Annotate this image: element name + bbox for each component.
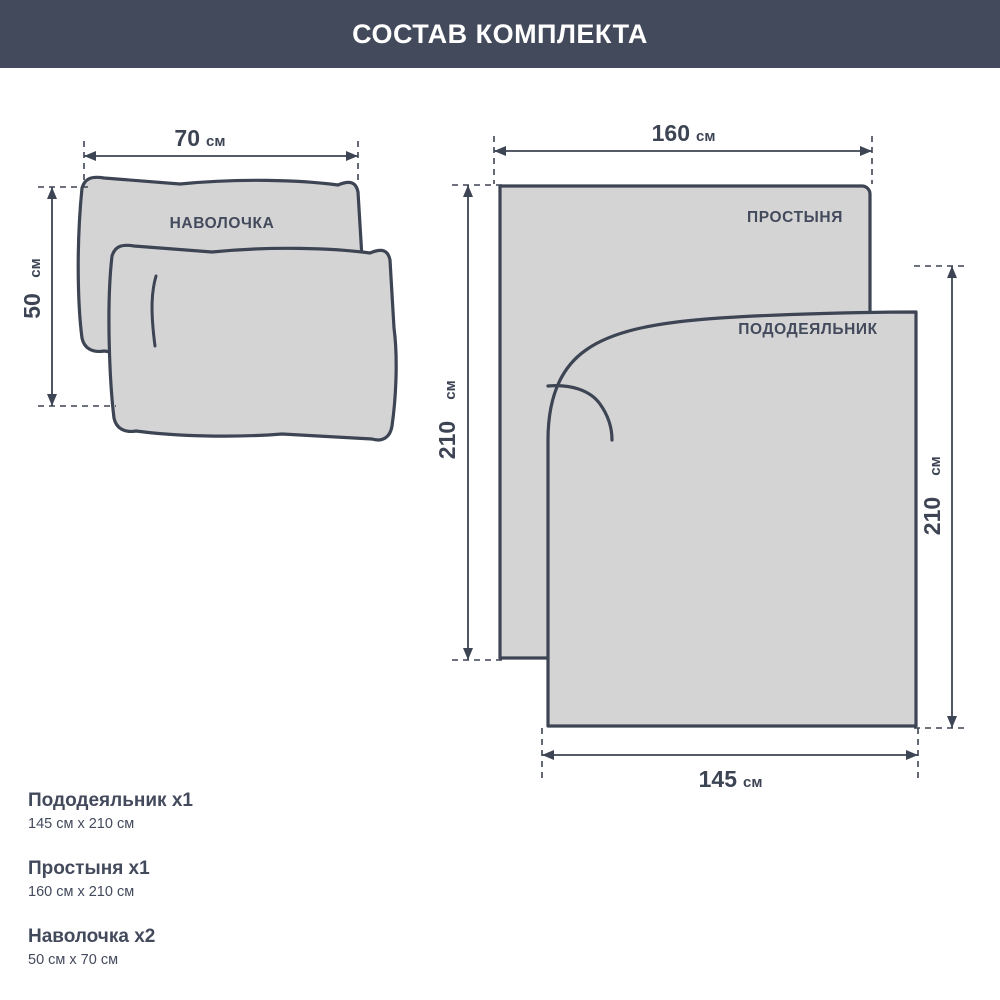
legend-item-title: Наволочка x2 <box>28 926 156 947</box>
duvet-width-dimension <box>542 728 918 792</box>
legend-item-size: 145 см x 210 см <box>28 816 135 832</box>
legend-item-title: Простыня x1 <box>28 858 150 879</box>
pillow-group <box>19 125 396 440</box>
sheet-width-value: 160 <box>651 120 690 146</box>
pillow-front-shape <box>109 245 396 440</box>
sheet-width-dimension <box>494 120 872 184</box>
pillow-part-label: НАВОЛОЧКА <box>169 215 275 232</box>
list-item <box>28 858 368 900</box>
pillow-width-dimension <box>84 125 358 186</box>
duvet-height-value: 210 <box>919 496 945 536</box>
legend-list <box>28 790 368 994</box>
legend-item-size: 50 см x 70 см <box>28 952 119 968</box>
pillow-width-value: 70 <box>174 125 200 151</box>
pillow-height-unit: см <box>27 258 44 278</box>
page-title: СОСТАВ КОМПЛЕКТА <box>352 18 648 49</box>
page-header <box>0 0 1000 68</box>
duvet-width-unit: см <box>743 774 763 791</box>
duvet-height-dimension <box>914 266 968 728</box>
sheet-width-unit: см <box>696 128 716 145</box>
sheet-part-label: ПРОСТЫНЯ <box>747 209 843 226</box>
duvet-height-unit: см <box>927 456 944 476</box>
duvet-shape <box>548 312 916 726</box>
pillow-width-unit: см <box>206 133 226 150</box>
legend-item-title: Пододеяльник x1 <box>28 790 193 811</box>
duvet-part-label: ПОДОДЕЯЛЬНИК <box>738 321 878 338</box>
list-item <box>28 926 368 968</box>
sheet-height-value: 210 <box>434 420 460 460</box>
sheet-height-unit: см <box>442 380 459 400</box>
duvet-width-value: 145 <box>698 766 737 792</box>
pillow-height-value: 50 <box>19 293 45 319</box>
list-item <box>28 790 368 832</box>
sheet-height-dimension <box>434 185 502 660</box>
duvet-group <box>542 266 968 792</box>
legend-item-size: 160 см x 210 см <box>28 884 135 900</box>
